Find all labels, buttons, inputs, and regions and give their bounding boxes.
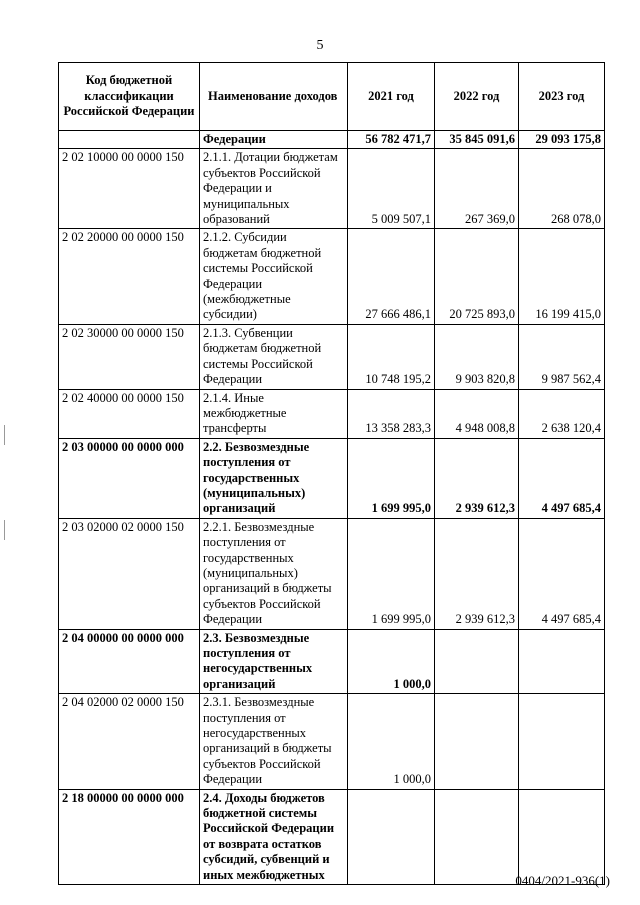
revenue-name: 2.2.1. Безвозмездные поступления от государственных (муниципальных) организаций в бюджеты субъектов Российской Федерации bbox=[200, 518, 348, 629]
value-2021: 1 000,0 bbox=[348, 694, 435, 789]
revenue-name: 2.1.4. Иные межбюджетные трансферты bbox=[200, 389, 348, 438]
document-code: 0404/2021-936(1) bbox=[515, 873, 610, 888]
value-2021: 1 699 995,0 bbox=[348, 438, 435, 518]
revenue-name: 2.1.1. Дотации бюджетам субъектов Российской Федерации и муниципальных образований bbox=[200, 149, 348, 229]
value-2023: 9 987 562,4 bbox=[519, 324, 605, 389]
value-2022: 4 948 008,8 bbox=[435, 389, 519, 438]
table-row bbox=[59, 518, 605, 629]
value-2022: 2 939 612,3 bbox=[435, 518, 519, 629]
header-2023: 2023 год bbox=[519, 63, 605, 131]
revenue-name: 2.3.1. Безвозмездные поступления от негосударственных организаций в бюджеты субъектов Российской Федерации bbox=[200, 694, 348, 789]
table-header-row bbox=[59, 63, 605, 131]
value-2022: 2 939 612,3 bbox=[435, 438, 519, 518]
budget-code bbox=[59, 131, 200, 149]
value-2021: 27 666 486,1 bbox=[348, 229, 435, 324]
table-row bbox=[59, 149, 605, 229]
header-code: Код бюджетной классификации Российской Федерации bbox=[59, 63, 200, 131]
revenue-name: Федерации bbox=[200, 131, 348, 149]
value-2021: 10 748 195,2 bbox=[348, 324, 435, 389]
value-2022: 20 725 893,0 bbox=[435, 229, 519, 324]
value-2022 bbox=[435, 694, 519, 789]
value-2023: 4 497 685,4 bbox=[519, 438, 605, 518]
value-2022 bbox=[435, 789, 519, 884]
value-2023 bbox=[519, 694, 605, 789]
table-row bbox=[59, 229, 605, 324]
revenue-name: 2.1.2. Субсидии бюджетам бюджетной системы Российской Федерации (межбюджетные субсидии) bbox=[200, 229, 348, 324]
value-2021: 1 000,0 bbox=[348, 629, 435, 694]
value-2022: 9 903 820,8 bbox=[435, 324, 519, 389]
page-number: 5 bbox=[316, 38, 324, 53]
value-2023: 4 497 685,4 bbox=[519, 518, 605, 629]
revenue-name: 2.1.3. Субвенции бюджетам бюджетной системы Российской Федерации bbox=[200, 324, 348, 389]
budget-code: 2 02 30000 00 0000 150 bbox=[59, 324, 200, 389]
revenue-name: 2.4. Доходы бюджетов бюджетной системы Российской Федерации от возврата остатков субсидий, субвенций и иных межбюджетных bbox=[200, 789, 348, 884]
margin-mark bbox=[4, 425, 5, 445]
budget-code: 2 02 10000 00 0000 150 bbox=[59, 149, 200, 229]
budget-code: 2 04 00000 00 0000 000 bbox=[59, 629, 200, 694]
value-2023 bbox=[519, 789, 605, 884]
value-2021: 1 699 995,0 bbox=[348, 518, 435, 629]
table-row bbox=[59, 389, 605, 438]
budget-code: 2 18 00000 00 0000 000 bbox=[59, 789, 200, 884]
value-2023: 29 093 175,8 bbox=[519, 131, 605, 149]
table-row bbox=[59, 789, 605, 884]
margin-mark bbox=[4, 520, 5, 540]
budget-code: 2 02 40000 00 0000 150 bbox=[59, 389, 200, 438]
revenue-name: 2.2. Безвозмездные поступления от государственных (муниципальных) организаций bbox=[200, 438, 348, 518]
header-name: Наименование доходов bbox=[200, 63, 348, 131]
budget-code: 2 04 02000 02 0000 150 bbox=[59, 694, 200, 789]
table-row bbox=[59, 694, 605, 789]
budget-code: 2 02 20000 00 0000 150 bbox=[59, 229, 200, 324]
value-2021: 5 009 507,1 bbox=[348, 149, 435, 229]
value-2021 bbox=[348, 789, 435, 884]
table-row bbox=[59, 438, 605, 518]
value-2023: 2 638 120,4 bbox=[519, 389, 605, 438]
budget-code: 2 03 00000 00 0000 000 bbox=[59, 438, 200, 518]
value-2021: 56 782 471,7 bbox=[348, 131, 435, 149]
value-2023: 268 078,0 bbox=[519, 149, 605, 229]
revenue-table bbox=[58, 62, 605, 885]
value-2023: 16 199 415,0 bbox=[519, 229, 605, 324]
table-row bbox=[59, 324, 605, 389]
table-row bbox=[59, 629, 605, 694]
value-2021: 13 358 283,3 bbox=[348, 389, 435, 438]
value-2022: 35 845 091,6 bbox=[435, 131, 519, 149]
table-row bbox=[59, 131, 605, 149]
value-2022: 267 369,0 bbox=[435, 149, 519, 229]
value-2022 bbox=[435, 629, 519, 694]
header-2021: 2021 год bbox=[348, 63, 435, 131]
value-2023 bbox=[519, 629, 605, 694]
header-2022: 2022 год bbox=[435, 63, 519, 131]
budget-code: 2 03 02000 02 0000 150 bbox=[59, 518, 200, 629]
revenue-name: 2.3. Безвозмездные поступления от негосударственных организаций bbox=[200, 629, 348, 694]
